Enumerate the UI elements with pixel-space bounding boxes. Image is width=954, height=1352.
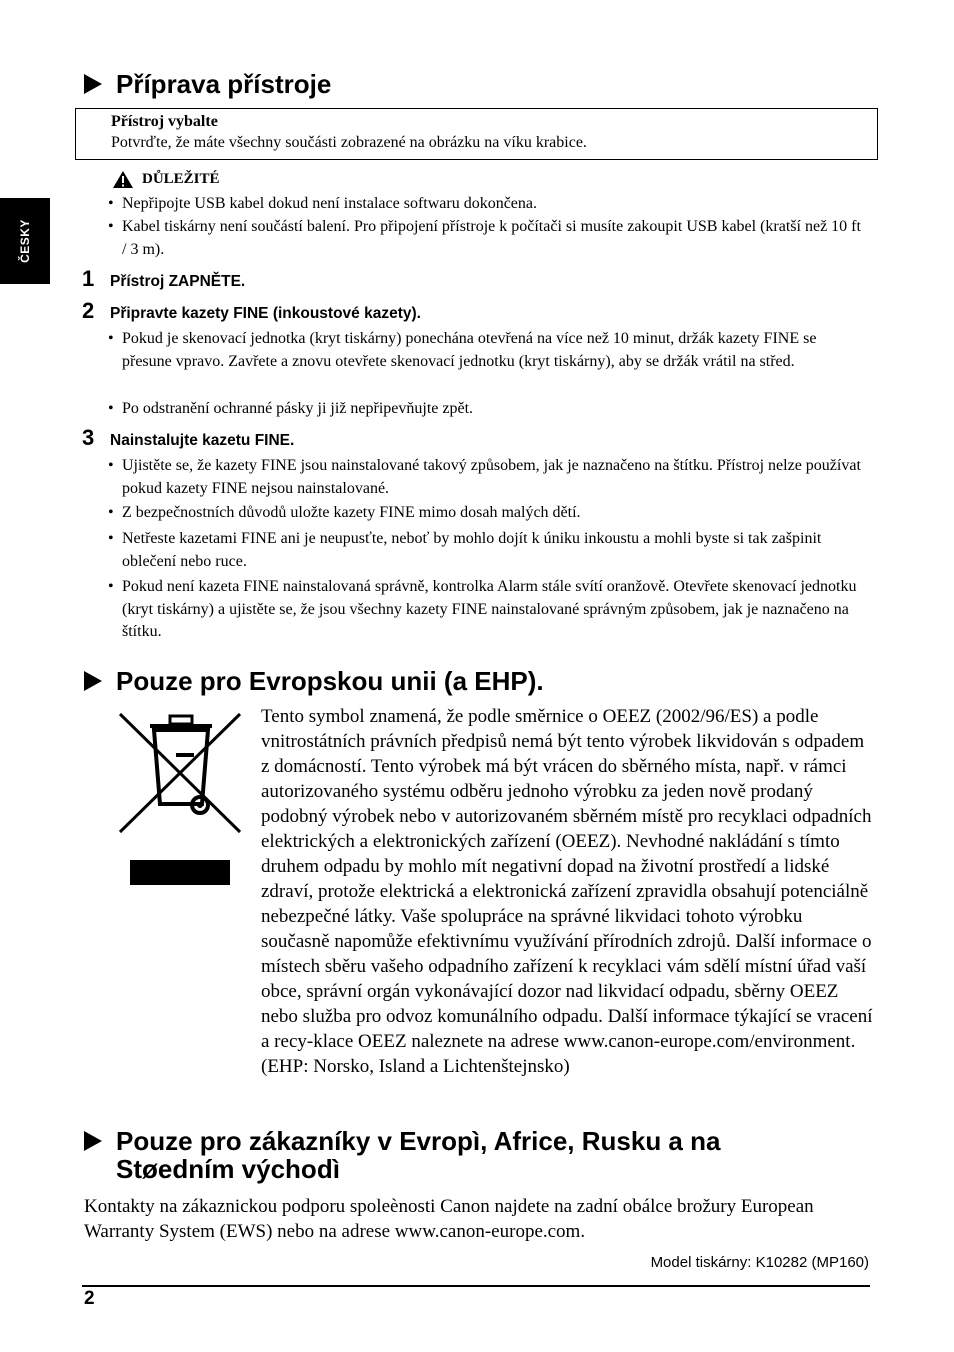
- list-item: • Pokud není kazeta FINE nainstalovaná správně, kontrolka Alarm stále svítí oranžově. Otevřete skenovací jednotku (kryt tiskárny) a ujistěte se, že jsou všechny kazety FINE nainstalované správným způsobem, jak je naznačeno na štítku.: [108, 578, 857, 640]
- section-heading-eu: [84, 667, 544, 695]
- list-item: • Z bezpečnostních důvodů uložte kazety FINE mimo dosah malých dětí.: [108, 502, 868, 525]
- box-title: Přístroj vybalte: [111, 113, 218, 130]
- language-tab: [0, 198, 50, 284]
- bullet-icon: •: [108, 457, 114, 474]
- section-heading-preparation: [84, 70, 331, 98]
- triangle-bullet-icon: [84, 671, 102, 691]
- step-title: Připravte kazety FINE (inkoustové kazety).: [110, 305, 421, 322]
- important-heading: [112, 170, 220, 189]
- bullet-icon: •: [108, 195, 114, 212]
- page-number: 2: [84, 1288, 95, 1309]
- list-item: • Netřeste kazetami FINE ani je neupusťte, neboť by mohlo dojít k úniku inkoustu a mohli byste si tak zašpinit oblečení nebo ruce.: [108, 530, 822, 570]
- list-item: • Ujistěte se, že kazety FINE jsou nainstalované takový způsobem, jak je naznačeno na štítku. Přístroj nelze používat pokud kazety FINE nejsou nainstalované.: [108, 457, 861, 497]
- list-item: • Nepřipojte USB kabel dokud není instalace softwaru dokončena.: [108, 193, 868, 216]
- step-title: Přístroj ZAPNĚTE.: [110, 273, 246, 290]
- list-item: • Po odstranění ochranné pásky ji již nepřipevňujte zpět.: [108, 398, 868, 421]
- step-number: 3: [82, 425, 95, 450]
- bullet-icon: •: [108, 218, 114, 235]
- bullet-icon: •: [108, 330, 114, 347]
- step-number: 2: [82, 298, 95, 323]
- bullet-icon: •: [108, 578, 114, 595]
- language-tab-label: ČESKY: [18, 219, 32, 263]
- important-label: DŮLEŽITÉ: [142, 171, 220, 187]
- bullet-icon: •: [108, 530, 114, 547]
- step-number: 1: [82, 266, 95, 291]
- section-heading-customers: [84, 1127, 844, 1183]
- footer-divider: [82, 1285, 870, 1287]
- bullet-icon: •: [108, 504, 114, 521]
- list-item: • Pokud je skenovací jednotka (kryt tiskárny) ponechána otevřená na více než 10 minut, držák kazety FINE se přesune vpravo. Zavřete a znovu otevřete skenovací jednotku (kryt tiskárny), aby se držák vrátil na střed.: [108, 330, 817, 370]
- list-item: • Kabel tiskárny není součástí balení. Pro připojení přístroje k počítači si musíte zakoupit USB kabel (kratší než 10 ft / 3 m).: [108, 218, 861, 258]
- triangle-bullet-icon: [84, 1131, 102, 1151]
- step-title: Nainstalujte kazetu FINE.: [110, 432, 295, 449]
- bullet-icon: •: [108, 400, 114, 417]
- section-title: Pouze pro zákazníky v Evropì, Africe, Rusku a na Støedním východì: [116, 1126, 721, 1184]
- printer-model: Model tiskárny: K10282 (MP160): [650, 1254, 869, 1271]
- weee-text: Tento symbol znamená, že podle směrnice o OEEZ (2002/96/ES) a podle vnitrostátních právních předpisů nemá být tento výrobek likvidován s odpadem z domácností. Tento výrobek má být vrácen do sběrného místa, např. v rámci autorizovaného systému odběru jednoho výrobku za jeden nově prodaný podobný výrobek nebo v autorizovaném sběrném místě pro recyklaci odpadních elektrických a elektronických zařízení (OEEZ). Nevhodné nakládání s tímto druhem odpadu by mohlo mít negativní dopad na životní prostředí a lidské zdraví, protože elektrická a elektronická zařízení zpravidla obsahují potenciálně nebezpečné látky. Vaše spolupráce na správné likvidaci tohoto výrobku současně napomůže efektivnímu využívání přírodních zdrojů. Další informace o místech sběru vašeho odpadního zařízení k recyklaci vám sdělí místní úřad vaší obce, správní orgán vykonávající dozor nad likvidací odpadu, sběrny OEEZ nebo služba pro odvoz komunálního odpadu. Další informace týkající se vracení a recy-klace OEEZ naleznete na adrese www.canon-europe.com/environment. (EHP: Norsko, Island a Lichtenštejnsko): [261, 706, 873, 1077]
- support-contacts-text: Kontakty na zákaznickou podporu spoleènosti Canon najdete na zadní obálce brožury European Warranty System (EWS) nebo na adrese www.canon-europe.com.: [84, 1196, 814, 1242]
- crossed-out-bin-icon: [114, 708, 246, 890]
- box-text: Potvrďte, že máte všechny součásti zobrazené na obrázku na víku krabice.: [111, 134, 587, 151]
- triangle-bullet-icon: [84, 74, 102, 94]
- warning-icon: [112, 170, 134, 189]
- section-title: Pouze pro Evropskou unii (a EHP).: [116, 666, 544, 696]
- unpack-box: [75, 108, 878, 160]
- section-title: Příprava přístroje: [116, 69, 332, 99]
